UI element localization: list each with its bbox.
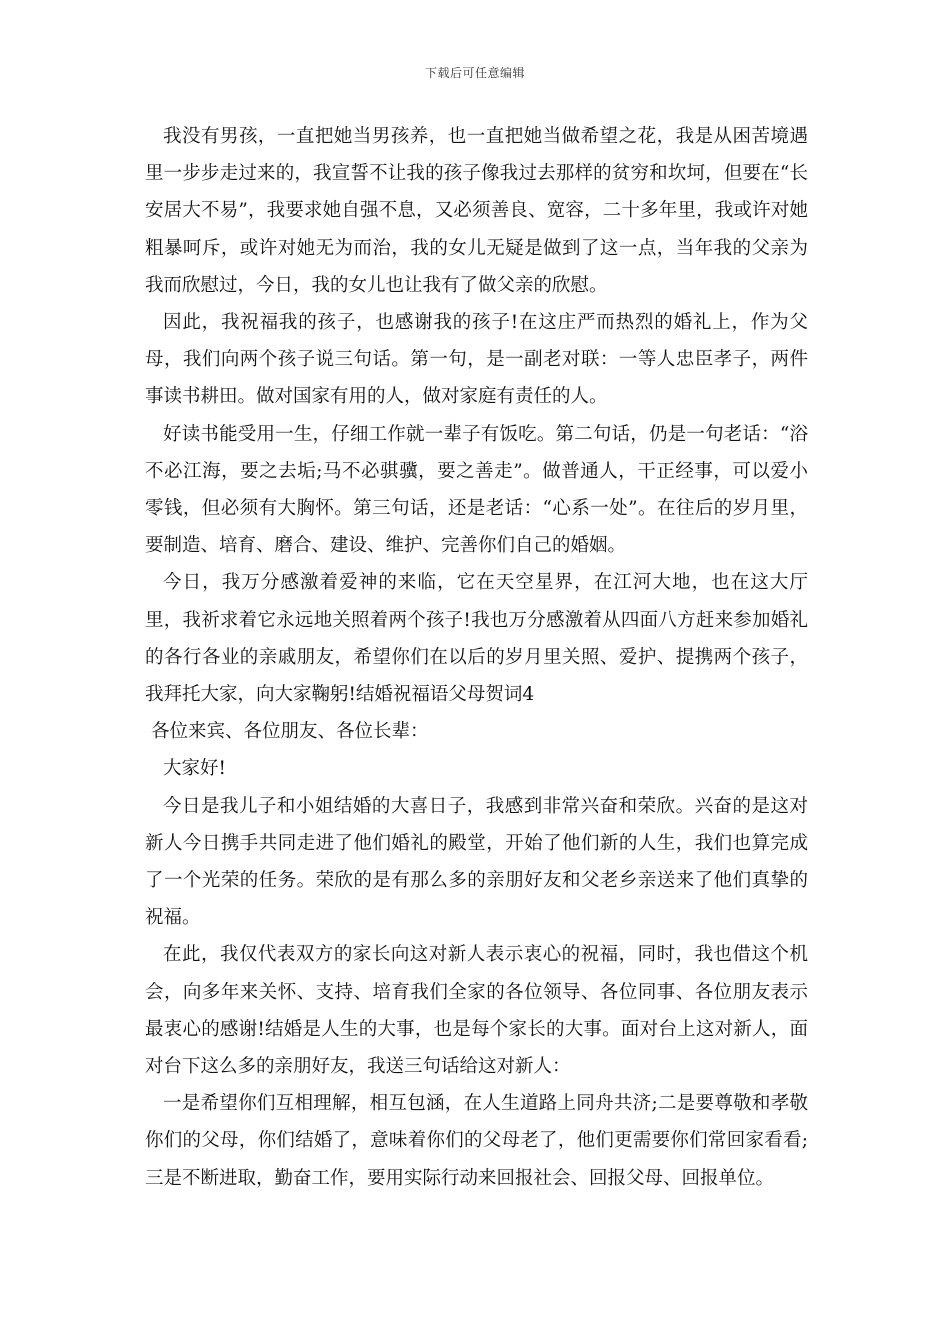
paragraph-three-wishes: 一是希望你们互相理解，相互包涵，在人生道路上同舟共济;二是要尊敬和孝敬你们的父母，你们结婚了，意味着你们的父母老了，他们更需要你们常回家看看;三是不断进取，勤奋工作，要用实际行动来回报社会、回报父母、回报单位。 xyxy=(145,1093,808,1189)
paragraph-thanks: 在此，我仅代表双方的家长向这对新人表示衷心的祝福，同时，我也借这个机会，向多年来关怀、支持、培育我们全家的各位领导、各位同事、各位朋友表示最衷心的感谢!结婚是人生的大事，也是每个家长的大事。面对台上这对新人，面对台下这么多的亲朋好友，我送三句话给这对新人： xyxy=(145,944,808,1078)
paragraph-advice: 好读书能受用一生，仔细工作就一辈子有饭吃。第二句话，仍是一句老话：“浴不必江海，要之去垢;马不必骐骥，要之善走”。做普通人，干正经事，可以爱小零钱，但必须有大胸怀。第三句话，还是老话：“心系一处”。在往后的岁月里，要制造、培育、磨合、建设、维护、完善你们自己的婚姻。 xyxy=(145,423,808,557)
document-body xyxy=(145,118,808,1197)
paragraph-salutation: 各位来宾、各位朋友、各位长辈： xyxy=(151,721,429,743)
paragraph-wedding-day: 今日是我儿子和小姐结婚的大喜日子，我感到非常兴奋和荣欣。兴奋的是这对新人今日携手共同走进了他们婚礼的殿堂，开始了他们新的人生，我们也算完成了一个光荣的任务。荣欣的是有那么多的亲朋好友和父老乡亲送来了他们真挚的祝福。 xyxy=(145,795,808,929)
paragraph-blessing: 因此，我祝福我的孩子，也感谢我的孩子!在这庄严而热烈的婚礼上，作为父母，我们向两个孩子说三句话。第一句，是一副老对联：一等人忠臣孝子，两件事读书耕田。做对国家有用的人，做对家庭有责任的人。 xyxy=(145,312,808,408)
paragraph-gratitude: 今日，我万分感激着爱神的来临，它在天空星界，在江河大地，也在这大厅里，我祈求着它永远地关照着两个孩子!我也万分感激着从四面八方赶来参加婚礼的各行各业的亲戚朋友，希望你们在以后的岁月里关照、爱护、提携两个孩子，我拜托大家，向大家鞠躬!结婚祝福语父母贺词4 xyxy=(145,572,808,706)
page-header-note: 下载后可任意编辑 xyxy=(424,66,525,80)
paragraph-daughter: 我没有男孩，一直把她当男孩养，也一直把她当做希望之花，我是从困苦境遇里一步步走过来的，我宣誓不让我的孩子像我过去那样的贫穷和坎坷，但要在“长安居大不易”，我要求她自强不息，又必须善良、宽容，二十多年里，我或许对她粗暴呵斥，或许对她无为而治，我的女儿无疑是做到了这一点，当年我的父亲为我而欣慰过，今日，我的女儿也让我有了做父亲的欣慰。 xyxy=(145,126,808,296)
paragraph-greeting: 大家好! xyxy=(163,758,226,780)
